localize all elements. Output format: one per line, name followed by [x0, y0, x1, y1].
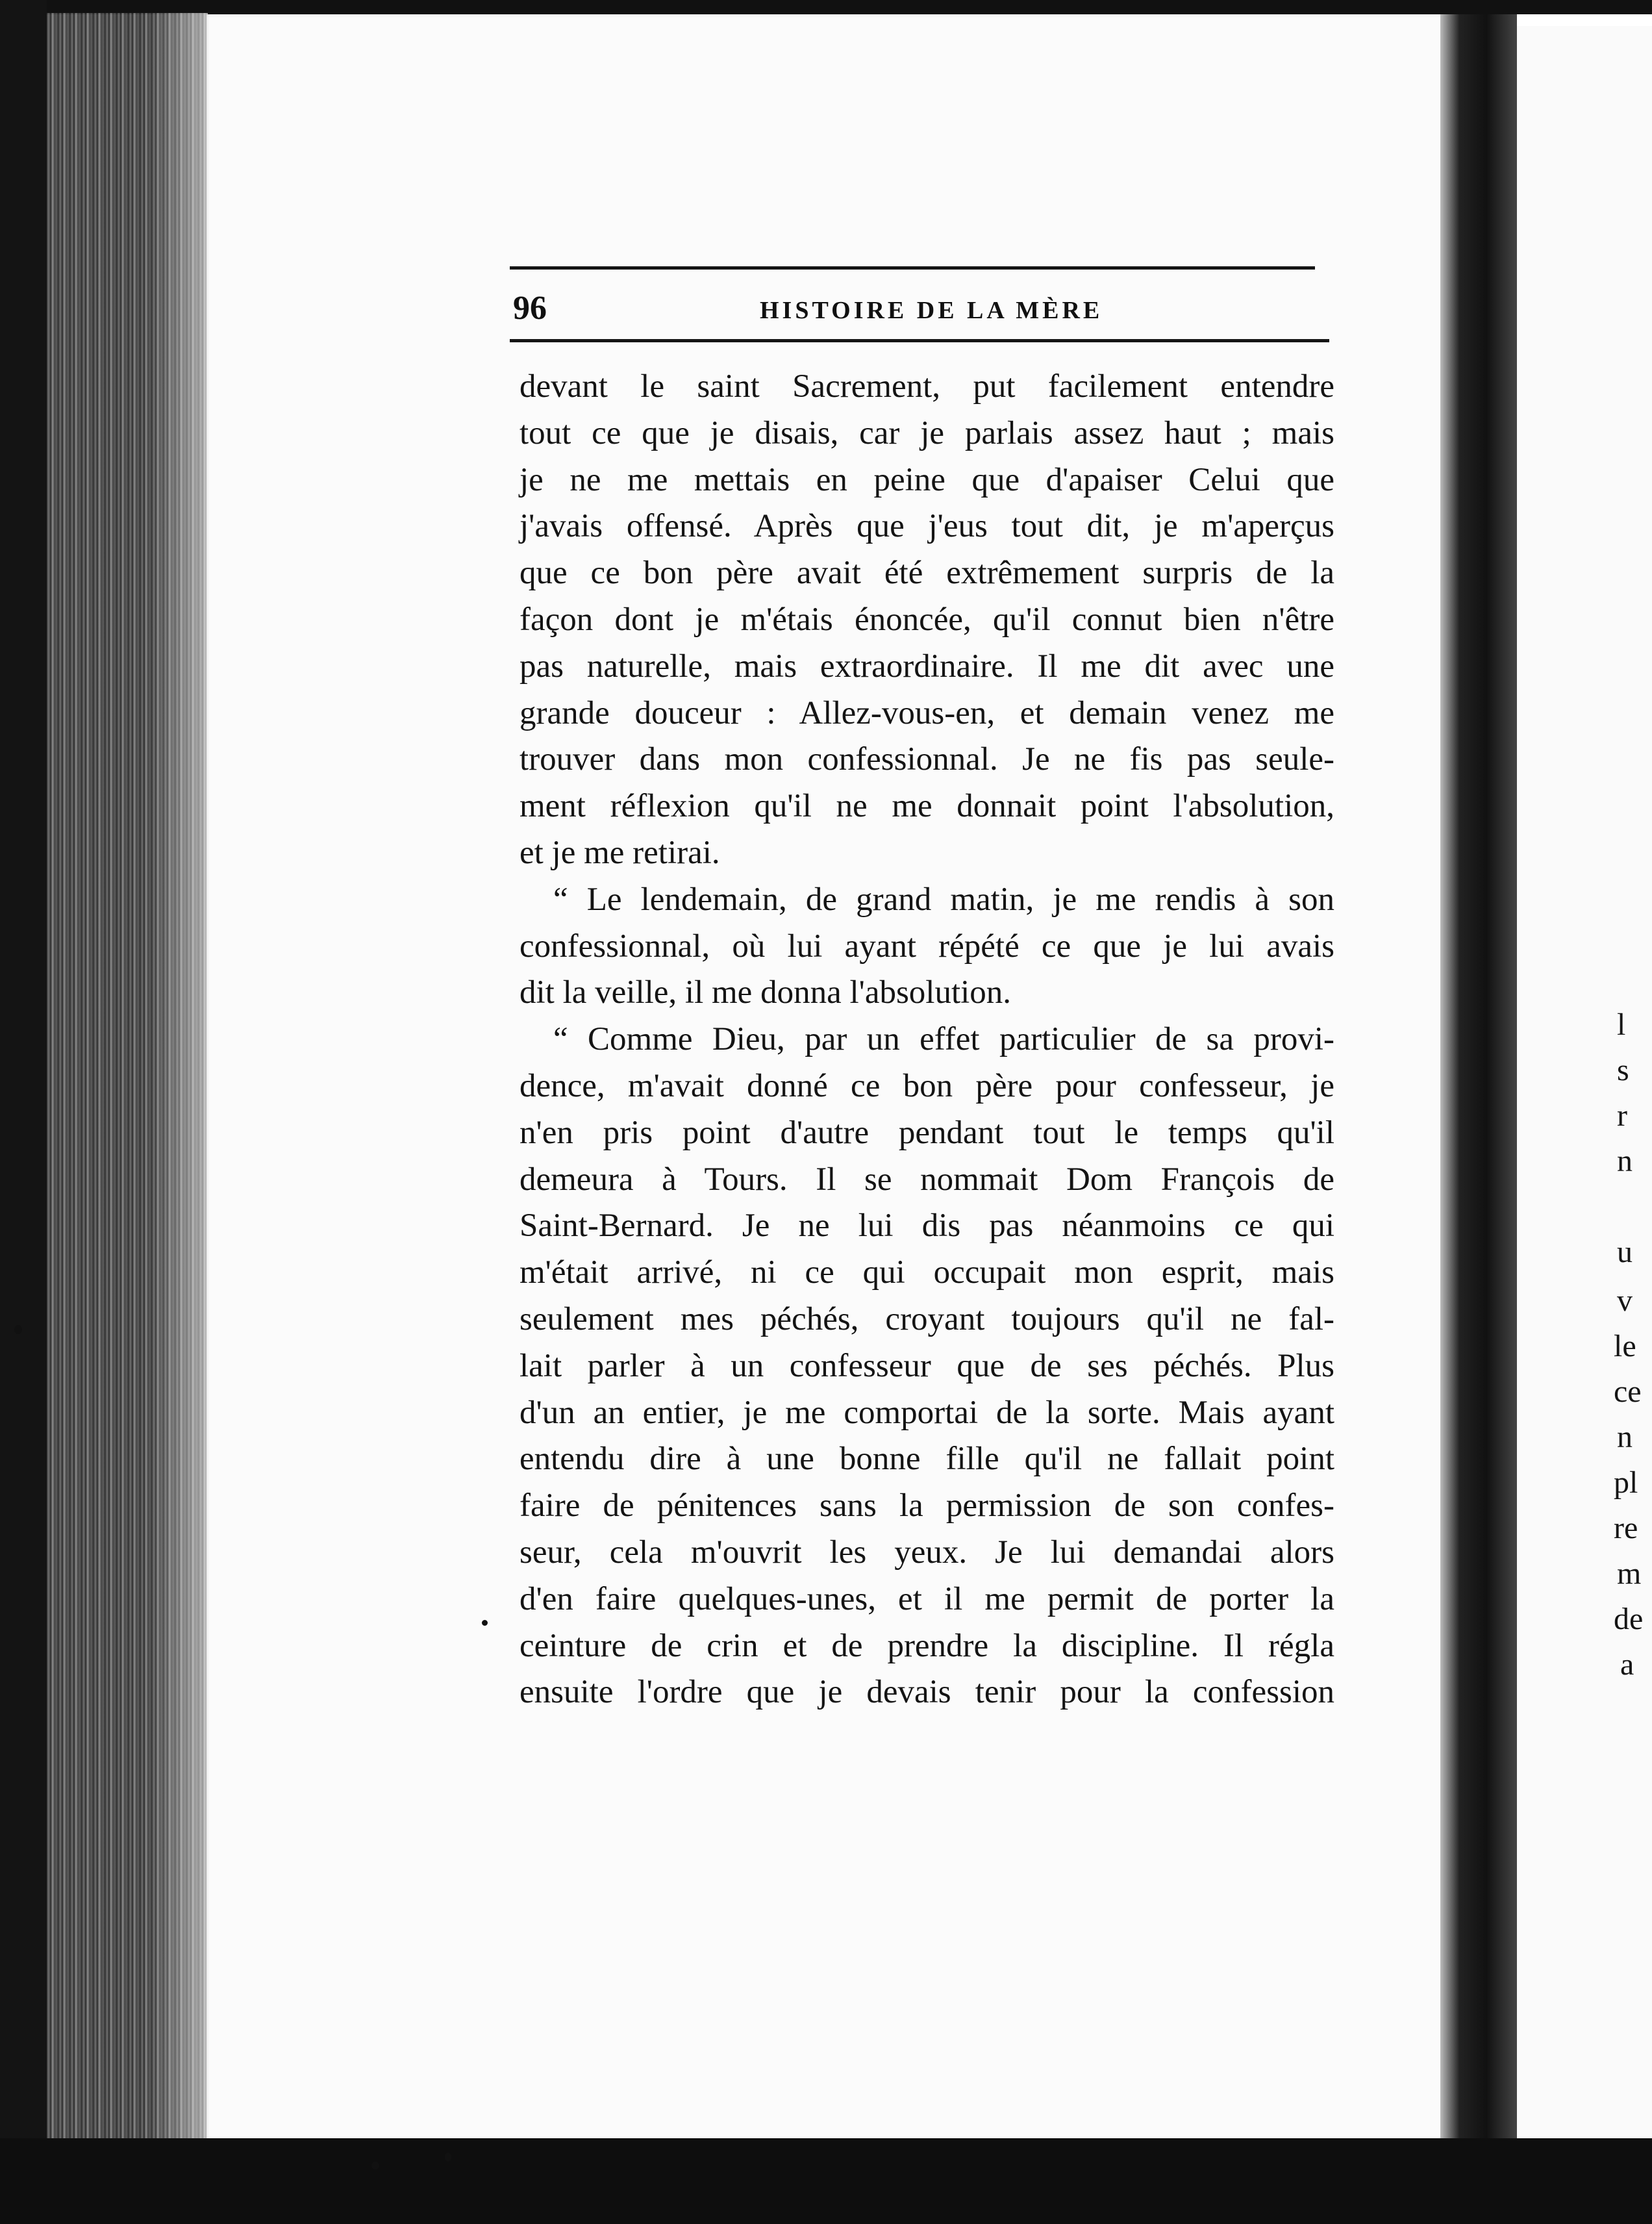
text-line: et je me retirai. — [519, 834, 720, 871]
facing-page-fragment: pl — [1614, 1465, 1638, 1500]
facing-page-fragment: n — [1617, 1144, 1633, 1178]
text-line: n'en pris point d'autre pendant tout le temps qu'il — [519, 1114, 1334, 1151]
facing-page-fragment: u — [1617, 1235, 1633, 1269]
facing-page-fragment: v — [1617, 1283, 1633, 1318]
text-line: devant le saint Sacrement, put facilement entendre — [519, 368, 1334, 405]
text-line: d'en faire quelques-unes, et il me permit de porter la — [519, 1580, 1334, 1617]
facing-page — [1517, 26, 1652, 2169]
text-line: ensuite l'ordre que je devais tenir pour la confession — [519, 1674, 1334, 1711]
text-line: tout ce que je disais, car je parlais assez haut ; mais — [519, 414, 1334, 451]
scan-speck — [371, 2162, 379, 2169]
text-line: trouver dans mon confessionnal. Je ne fis pas seule- — [519, 741, 1334, 778]
scan-speck — [482, 1620, 488, 1626]
text-line: seur, cela m'ouvrit les yeux. Je lui demandai alors — [519, 1534, 1334, 1571]
text-line: Saint-Bernard. Je ne lui dis pas néanmoins ce qui — [519, 1207, 1334, 1245]
text-line: seulement mes péchés, croyant toujours qu'il ne fal- — [519, 1300, 1334, 1337]
text-line: ment réflexion qu'il ne me donnait point l'absolution, — [519, 788, 1334, 825]
text-line: entendu dire à une bonne fille qu'il ne fallait point — [519, 1441, 1334, 1478]
header-rule-top — [510, 266, 1315, 270]
text-line: lait parler à un confesseur que de ses péchés. Plus — [519, 1347, 1334, 1384]
text-line: d'un an entier, je me comportai de la sorte. Mais ayant — [519, 1394, 1334, 1431]
book-gutter — [1440, 14, 1517, 2218]
text-line: façon dont je m'étais énoncée, qu'il connut bien n'être — [519, 601, 1334, 638]
facing-page-fragment: a — [1620, 1647, 1634, 1682]
facing-page-fragment: re — [1614, 1511, 1638, 1545]
scan-speck — [14, 1325, 22, 1334]
text-line: pas naturelle, mais extraordinaire. Il me dit avec une — [519, 648, 1334, 685]
facing-page-fragment: r — [1617, 1098, 1627, 1133]
scan-top-border — [0, 0, 1652, 14]
text-line: dit la veille, il me donna l'absolution. — [519, 974, 1012, 1011]
text-line: “ Le lendemain, de grand matin, je me rendis à son — [553, 881, 1334, 918]
facing-page-fragment: s — [1617, 1053, 1629, 1087]
facing-page-fragment: n — [1617, 1420, 1633, 1454]
text-line: ceinture de crin et de prendre la discipline. Il régla — [519, 1627, 1334, 1664]
facing-page-fragment: de — [1614, 1602, 1644, 1636]
scan-speck — [445, 2153, 451, 2162]
facing-page-fragment: l — [1617, 1007, 1626, 1042]
text-line: j'avais offensé. Après que j'eus tout dit, je m'aperçus — [519, 508, 1334, 545]
text-line: demeura à Tours. Il se nommait Dom François de — [519, 1161, 1334, 1198]
text-line: m'était arrivé, ni ce qui occupait mon esprit, mais — [519, 1254, 1334, 1291]
text-line: je ne me mettais en peine que d'apaiser Celui que — [519, 461, 1334, 498]
text-line: que ce bon père avait été extrêmement surpris de la — [519, 555, 1334, 592]
facing-page-fragment: le — [1614, 1329, 1636, 1363]
header-rule-bottom — [510, 339, 1329, 342]
text-line: “ Comme Dieu, par un effet particulier de sa provi- — [553, 1021, 1334, 1058]
text-line: dence, m'avait donné ce bon père pour confesseur, je — [519, 1067, 1334, 1104]
facing-page-fragment: ce — [1614, 1374, 1642, 1409]
text-line: grande douceur : Allez-vous-en, et demain venez me — [519, 694, 1334, 731]
text-line: confessionnal, où lui ayant répété ce que je lui avais — [519, 928, 1334, 965]
body-text — [519, 364, 1334, 1716]
running-title: HISTOIRE DE LA MÈRE — [760, 297, 1103, 324]
scan-bottom-border — [0, 2138, 1652, 2224]
facing-page-fragment: m — [1617, 1556, 1642, 1591]
text-line: faire de pénitences sans la permission de son confes- — [519, 1487, 1334, 1524]
scan-left-border — [0, 0, 47, 2224]
page-number: 96 — [513, 290, 547, 327]
book-page-edge-highlight — [149, 13, 208, 2138]
